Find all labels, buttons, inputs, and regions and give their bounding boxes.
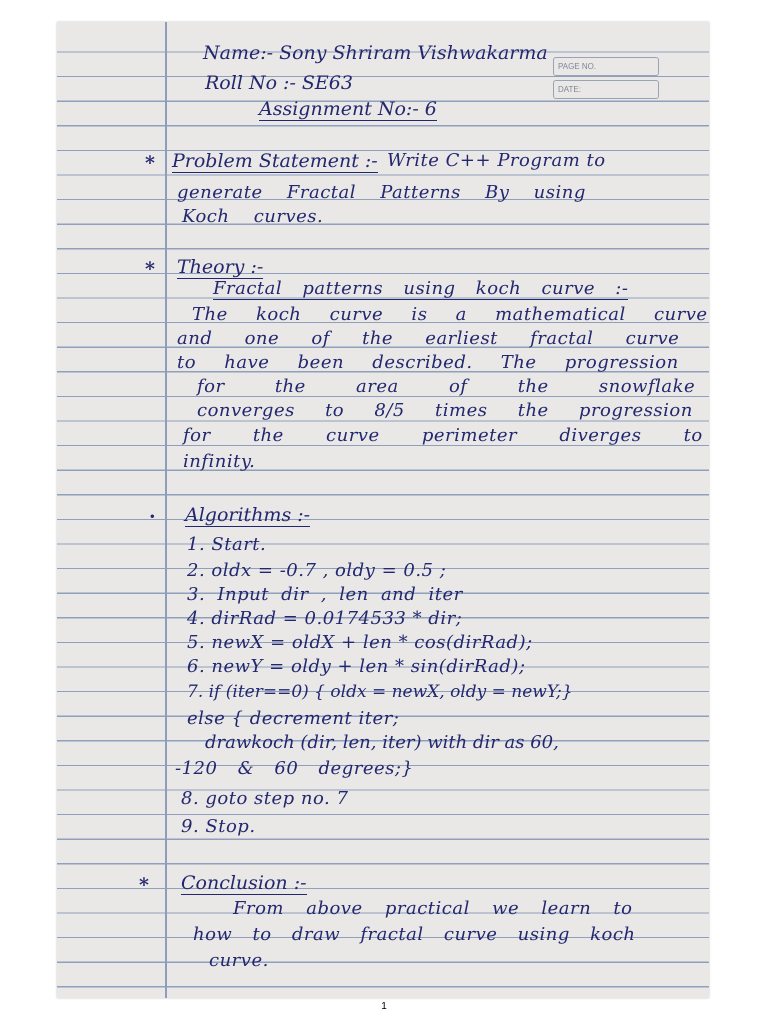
theory-line: The koch curve is a mathematical curve [192, 304, 708, 325]
theory-line: and one of the earliest fractal curve [177, 328, 680, 349]
date-label: DATE: [558, 85, 581, 94]
theory-heading: Theory :- [177, 256, 264, 278]
theory-line: infinity. [183, 451, 256, 472]
algorithm-step: 3. Input dir , len and iter [187, 584, 463, 605]
algorithm-heading: Algorithms :- [185, 504, 311, 526]
algorithm-step: 1. Start. [187, 534, 267, 555]
algorithm-step: 4. dirRad = 0.0174533 * dir; [187, 608, 463, 629]
page-number-footer: 1 [381, 1001, 387, 1012]
theory-line: to have been described. The progression [177, 352, 679, 373]
problem-heading: Problem Statement :- [172, 150, 378, 172]
algorithm-step: 8. goto step no. 7 [181, 788, 349, 809]
conclusion-line: From above practical we learn to [233, 898, 633, 919]
algorithm-step: 5. newX = oldX + len * cos(dirRad); [187, 632, 533, 653]
problem-line: generate Fractal Patterns By using [177, 182, 586, 203]
problem-bullet: * [145, 152, 155, 174]
algorithm-step: -120 & 60 degrees;} [175, 758, 414, 779]
algorithm-step: 2. oldx = -0.7 , oldy = 0.5 ; [187, 560, 447, 581]
date-box [553, 80, 659, 99]
theory-line: converges to 8/5 times the progression [197, 400, 693, 421]
margin-line [165, 22, 167, 998]
theory-line: for the curve perimeter diverges to [183, 425, 703, 446]
algorithm-step: else { decrement iter; [187, 708, 400, 729]
problem-line: Koch curves. [182, 206, 324, 227]
conclusion-line: curve. [209, 950, 269, 971]
page-no-label: PAGE NO. [558, 62, 597, 71]
algorithm-step: 9. Stop. [181, 816, 256, 837]
student-name: Name:- Sony Shriram Vishwakarma [203, 42, 548, 64]
algorithm-step: 7. if (iter==0) { oldx = newX, oldy = newY;} [187, 682, 573, 702]
assignment-number: Assignment No:- 6 [259, 98, 437, 120]
algorithm-bullet: · [149, 506, 156, 528]
conclusion-line: how to draw fractal curve using koch [193, 924, 636, 945]
theory-subheading: Fractal patterns using koch curve :- [213, 278, 629, 299]
roll-number: Roll No :- SE63 [205, 72, 353, 94]
conclusion-bullet: * [139, 874, 149, 896]
problem-line: Write C++ Program to [387, 150, 606, 171]
theory-bullet: * [145, 258, 155, 280]
notebook-page [57, 22, 709, 998]
page-number-box [553, 57, 659, 76]
algorithm-step: drawkoch (dir, len, iter) with dir as 60, [205, 732, 559, 753]
theory-line: for the area of the snowflake [197, 376, 696, 397]
algorithm-step: 6. newY = oldy + len * sin(dirRad); [187, 656, 526, 677]
conclusion-heading: Conclusion :- [181, 872, 307, 894]
